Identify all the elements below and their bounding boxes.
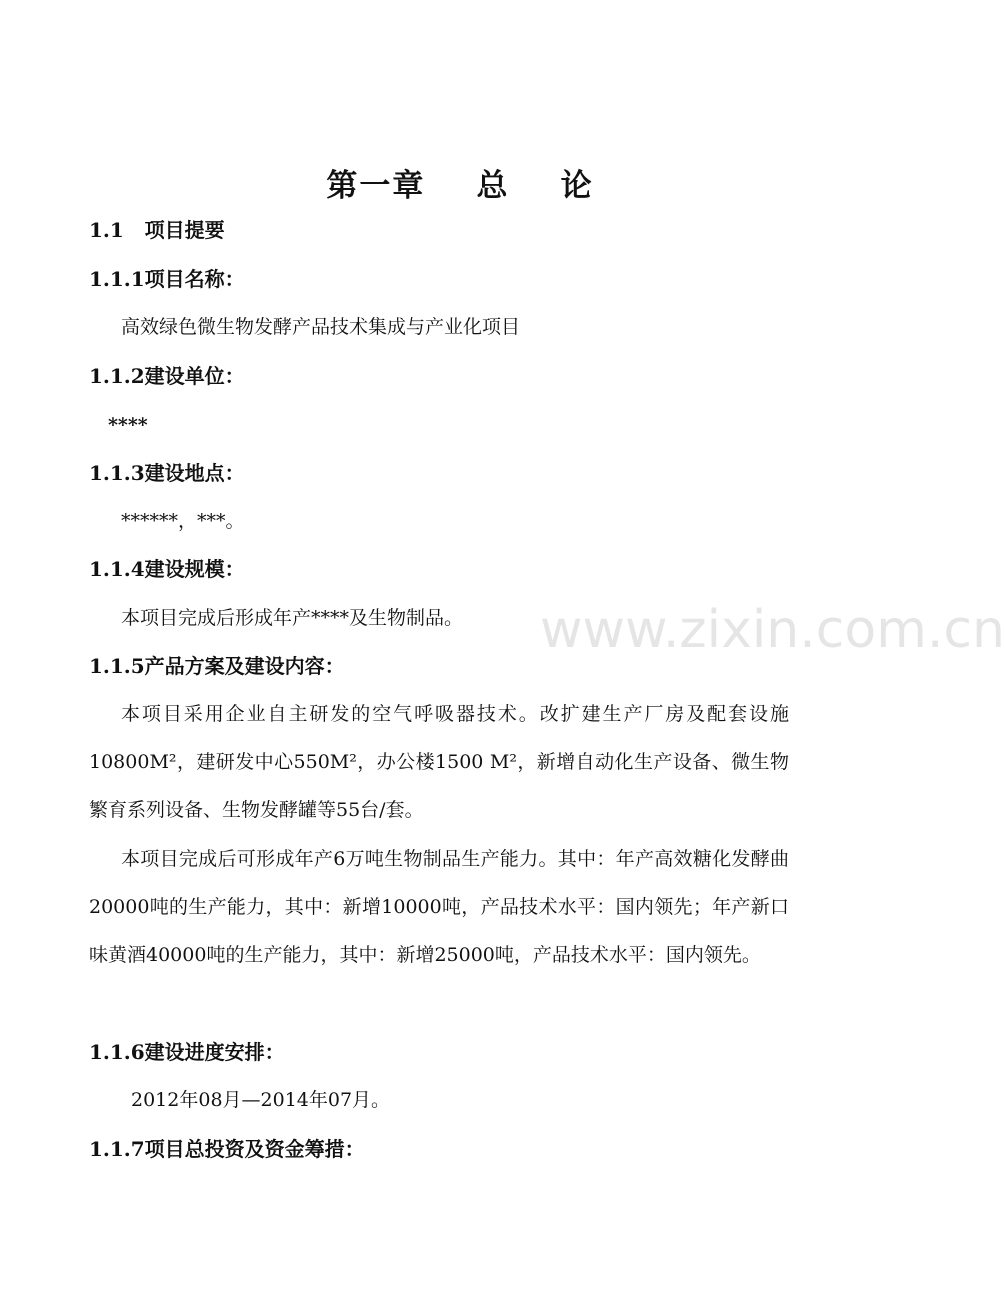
construction-unit: **** xyxy=(108,414,148,436)
product-plan-paragraph-1: 本项目采用企业自主研发的空气呼吸器技术。改扩建生产厂房及配套设施10800M²，建研发中心550M²，办公楼1500 M²，新增自动化生产设备、微生物繁育系列设备、生物发酵罐等55台/套。 xyxy=(89,703,789,821)
project-name: 高效绿色微生物发酵产品技术集成与产业化项目 xyxy=(121,316,521,338)
construction-scale: 本项目完成后形成年产****及生物制品。 xyxy=(121,607,464,629)
section-heading-1-1-7: 1.1.7项目总投资及资金筹措： xyxy=(89,1137,365,1161)
schedule: 2012年08月—2014年07月。 xyxy=(131,1089,391,1111)
section-heading-1-1-4: 1.1.4建设规模： xyxy=(89,557,245,581)
construction-site: ******，***。 xyxy=(121,510,245,532)
section-heading-1-1-3: 1.1.3建设地点： xyxy=(89,461,245,485)
chapter-title: 第一章 总 论 xyxy=(326,168,594,204)
section-heading-1-1-1: 1.1.1项目名称： xyxy=(89,267,245,291)
watermark: www.zixin.com.cn xyxy=(540,600,1005,660)
section-heading-1-1: 1.1 项目提要 xyxy=(89,218,225,242)
section-heading-1-1-5: 1.1.5产品方案及建设内容： xyxy=(89,654,345,678)
section-heading-1-1-2: 1.1.2建设单位： xyxy=(89,364,245,388)
product-plan-paragraph-2: 本项目完成后可形成年产6万吨生物制品生产能力。其中：年产高效糖化发酵曲20000吨的生产能力，其中：新增10000吨，产品技术水平：国内领先；年产新口味黄酒40000吨的生产能力，其中：新增25000吨，产品技术水平：国内领先。 xyxy=(89,848,789,966)
section-heading-1-1-6: 1.1.6建设进度安排： xyxy=(89,1040,285,1064)
